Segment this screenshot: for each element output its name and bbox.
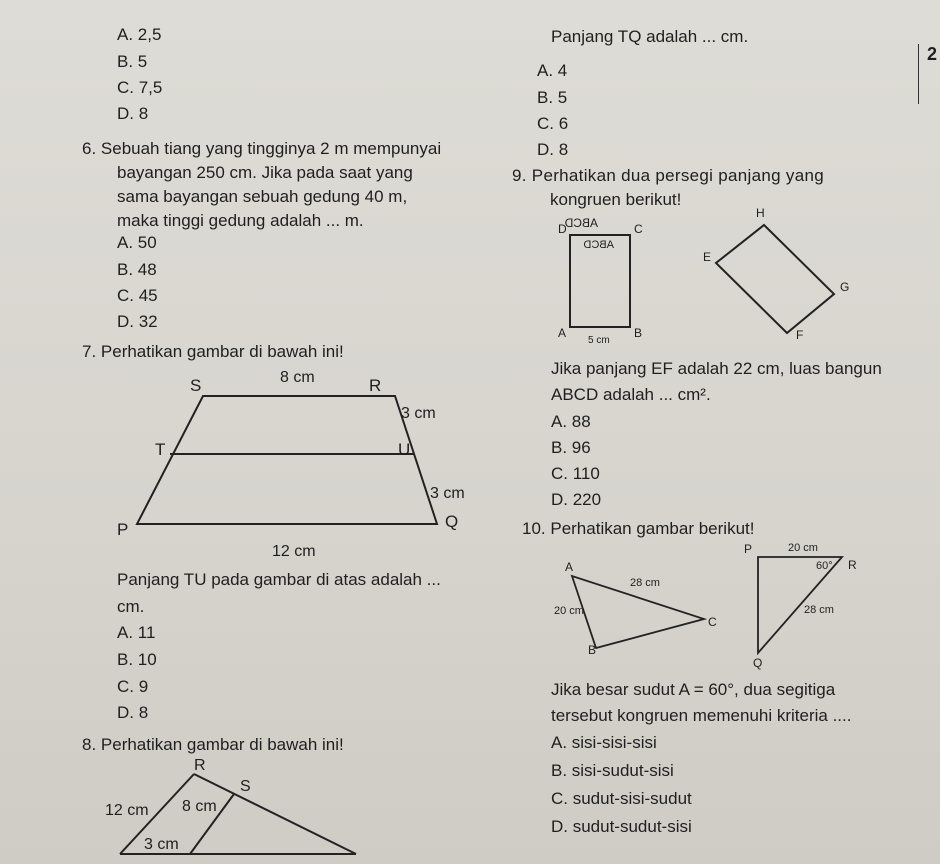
q10-question-line-2: tersebut kongruen memenuhi kriteria .... [551,706,852,725]
mirror-text-inner: ABCD [583,239,614,251]
label-p: P [117,520,129,539]
q9-question-line-2: ABCD adalah ... cm². [551,385,711,404]
label-q: Q [445,512,459,531]
label-upper-side: 3 cm [401,405,436,422]
q7-option-d: D. 8 [117,703,149,722]
q5-option-d: D. 8 [117,104,149,123]
tq-question: Panjang TQ adalah ... cm. [551,27,749,46]
label-top: 8 cm [280,369,315,386]
label-e: E [703,250,712,264]
label-r: R [848,558,857,572]
label-s: S [240,778,251,795]
label-g: G [840,280,850,294]
tq-option-b: B. 5 [537,88,568,107]
tq-option-a: A. 4 [537,61,568,80]
label-p: P [744,542,753,556]
q6-line-3: sama bayangan sebuah gedung 40 m, [117,187,408,206]
label-ac: 28 cm [630,577,660,589]
label-bottom: 3 cm [144,836,179,853]
q10-option-c: C. sudut-sisi-sudut [551,789,692,808]
q9-question-line-1: Jika panjang EF adalah 22 cm, luas bangun [551,359,882,378]
label-h: H [756,206,765,220]
label-qr: 28 cm [804,604,834,616]
q5-option-b: B. 5 [117,52,148,71]
q9-option-b: B. 96 [551,438,591,457]
q7-option-a: A. 11 [117,623,156,642]
q7-question-line-1: Panjang TU pada gambar di atas adalah ... [117,570,441,589]
label-f: F [796,328,804,342]
q9-option-a: A. 88 [551,412,591,431]
label-ab: 20 cm [554,605,584,617]
label-q: Q [753,656,763,670]
page-number: 2 [918,44,940,104]
q5-option-a: A. 2,5 [117,25,162,44]
label-r: R [369,376,382,395]
label-c: C [708,615,717,629]
q7-option-c: C. 9 [117,677,149,696]
label-angle: 60° [816,560,833,572]
label-left: 12 cm [105,802,149,819]
tq-option-c: C. 6 [537,114,569,133]
label-u: U [398,440,411,459]
q10-question-line-1: Jika besar sudut A = 60°, dua segitiga [551,680,836,699]
label-r: R [194,757,206,774]
label-mid: 8 cm [182,798,217,815]
label-d: D [558,222,567,236]
q7-option-b: B. 10 [117,650,157,669]
q6-line-1: 6. Sebuah tiang yang tingginya 2 m mempunyai [82,139,442,158]
triangle-figure-q8 [100,755,430,864]
q6-option-c: C. 45 [117,286,158,305]
label-bottom: 12 cm [272,543,316,560]
q6-option-a: A. 50 [117,233,157,252]
label-s: S [190,376,202,395]
label-5cm: 5 cm [588,335,610,346]
q9-line-1: 9. Perhatikan dua persegi panjang yang [512,166,824,185]
label-a: A [558,326,567,340]
q9-line-2: kongruen berikut! [550,190,682,209]
label-t: T [155,440,166,459]
q6-option-b: B. 48 [117,260,157,279]
q10-intro: 10. Perhatikan gambar berikut! [522,519,755,538]
triangles-figure-q10 [548,535,898,675]
q5-option-c: C. 7,5 [117,78,163,97]
q6-line-2: bayangan 250 cm. Jika pada saat yang [117,163,413,182]
q10-option-a: A. sisi-sisi-sisi [551,733,657,752]
q10-option-d: D. sudut-sudut-sisi [551,817,692,836]
mirror-text-top: ABCD [564,216,598,230]
label-c: C [634,222,643,236]
rectangles-figure [550,195,890,350]
q6-line-4: maka tinggi gedung adalah ... m. [117,211,364,230]
label-a: A [565,560,574,574]
tq-option-d: D. 8 [537,140,569,159]
q10-option-b: B. sisi-sudut-sisi [551,761,674,780]
label-pr: 20 cm [788,542,818,554]
label-b: B [634,326,643,340]
q9-option-d: D. 220 [551,490,602,509]
label-b: B [588,643,597,657]
q7-question-line-2: cm. [117,597,145,616]
q6-option-d: D. 32 [117,312,158,331]
q8-intro: 8. Perhatikan gambar di bawah ini! [82,735,344,754]
trapezoid-figure [100,365,500,565]
q7-intro: 7. Perhatikan gambar di bawah ini! [82,342,344,361]
q9-option-c: C. 110 [551,464,600,483]
label-lower-side: 3 cm [430,485,465,502]
